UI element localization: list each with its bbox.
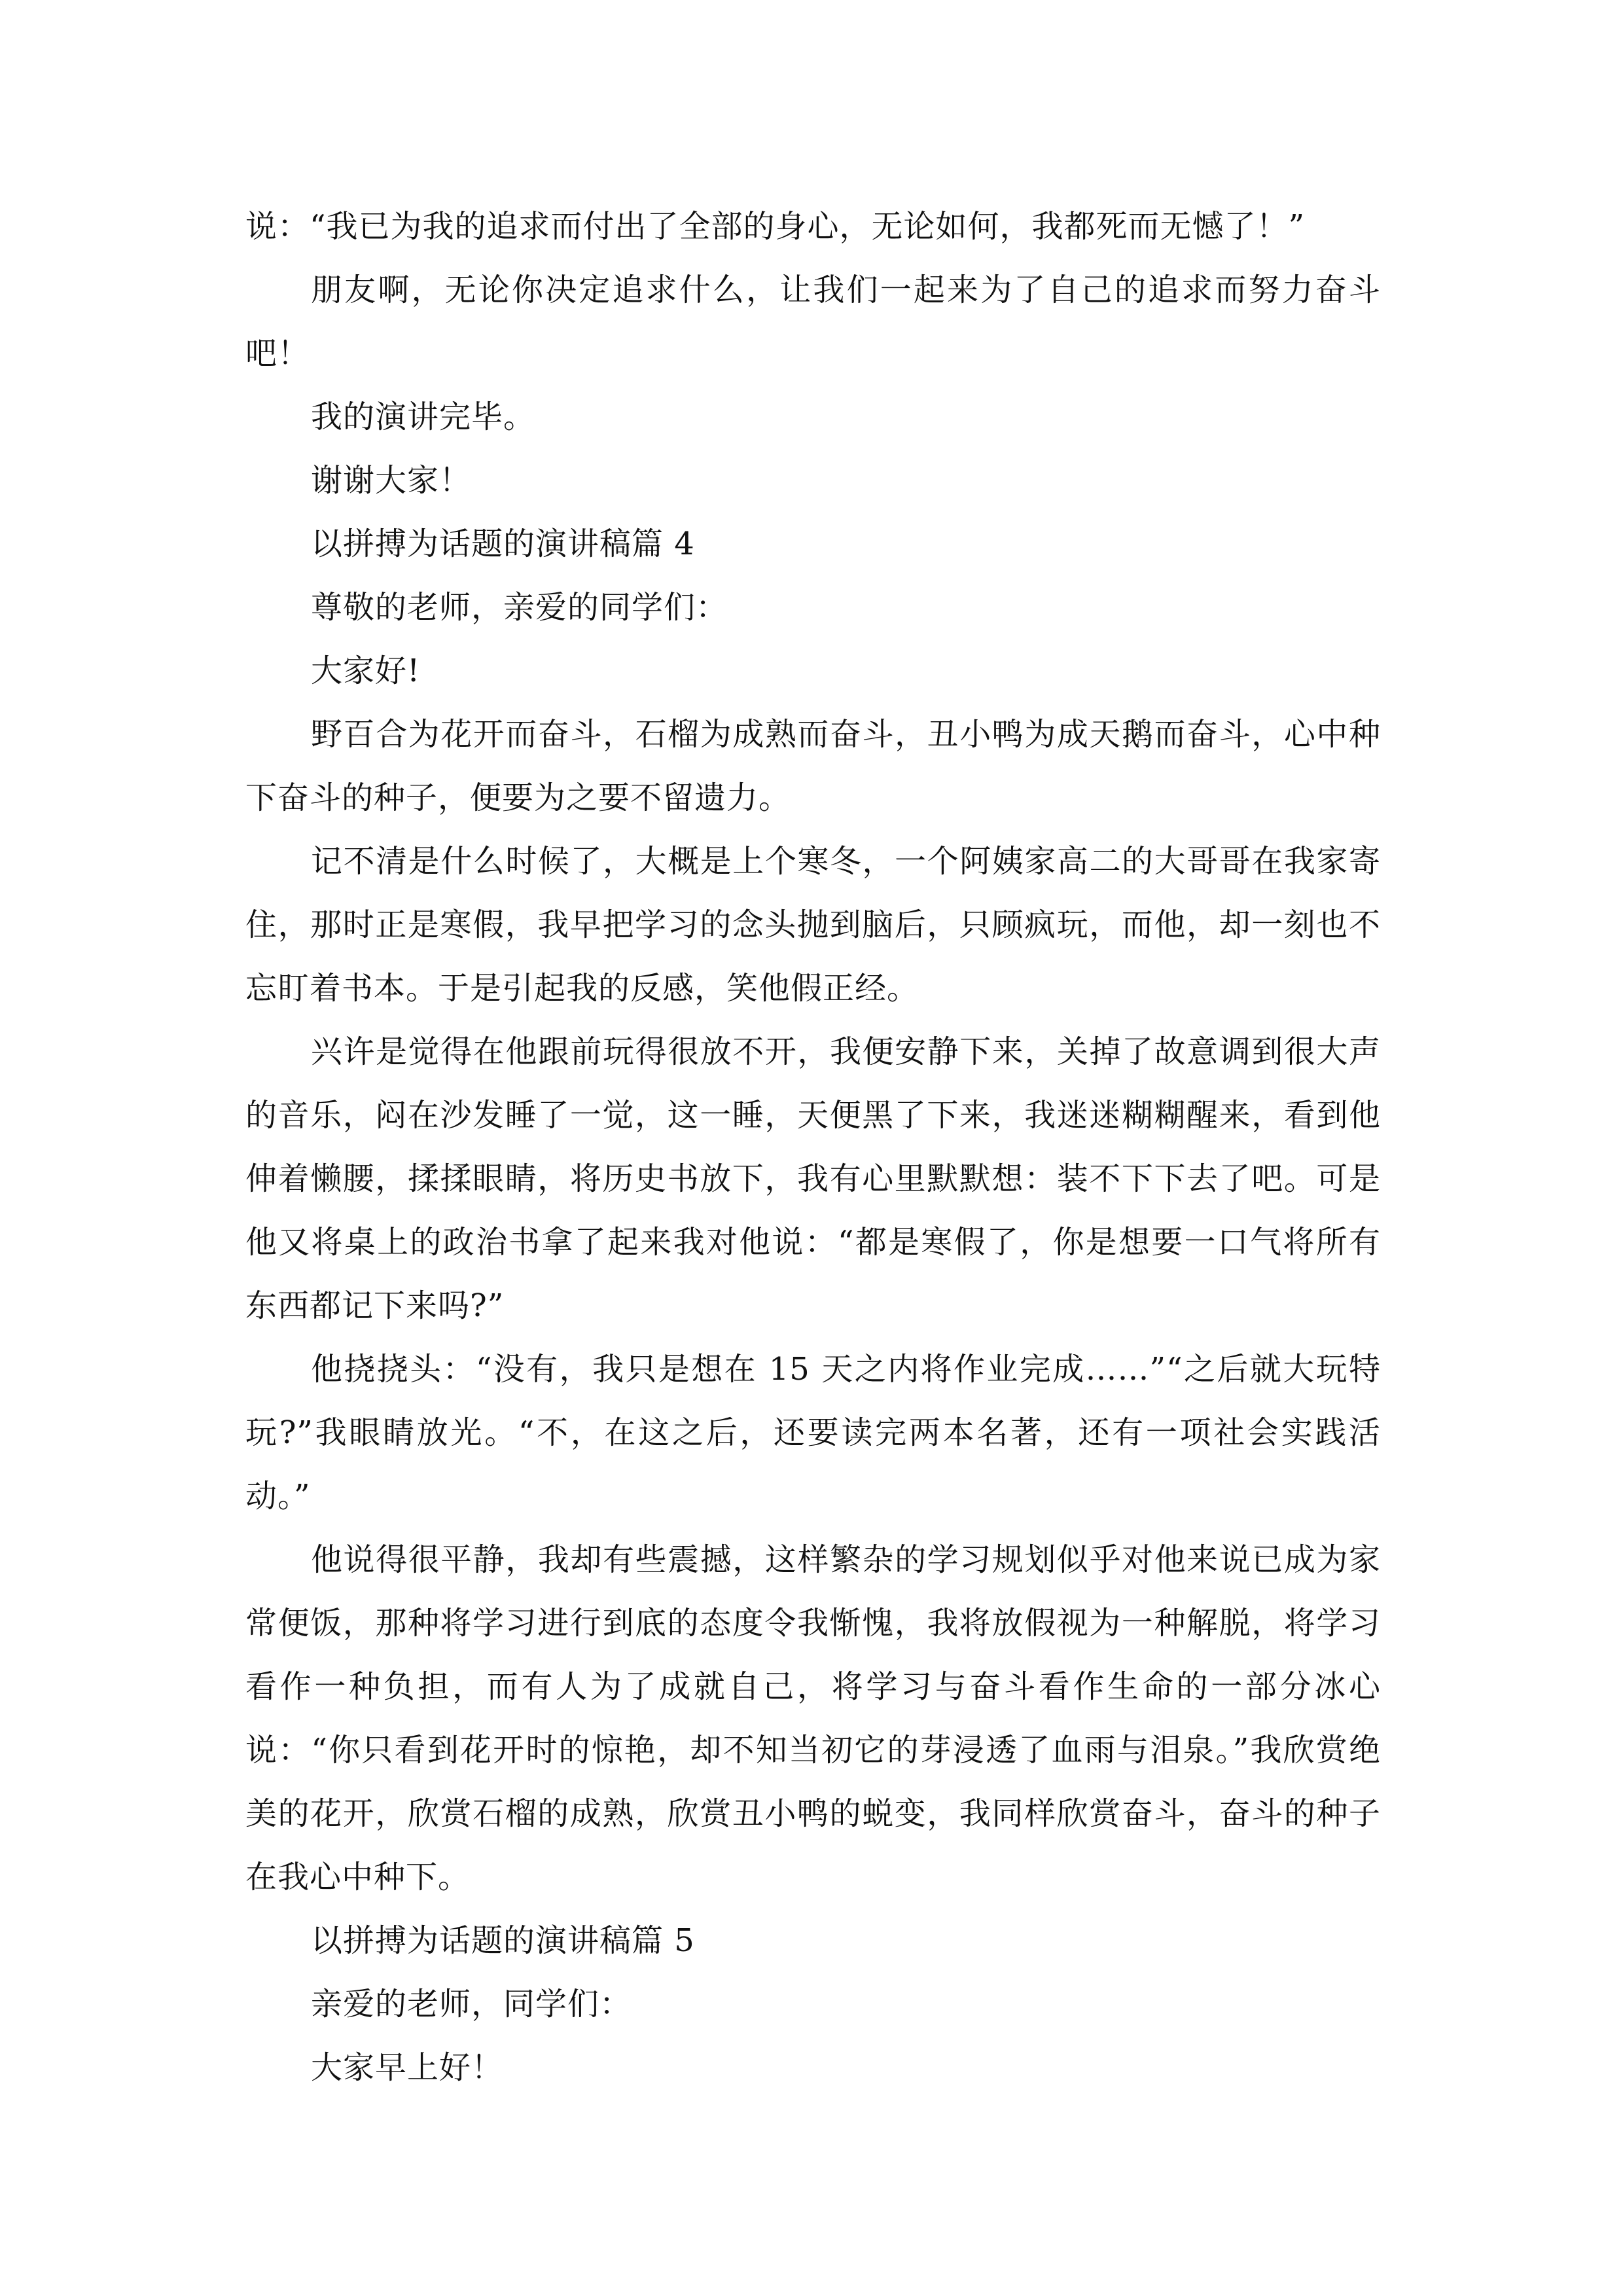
paragraph-winter-memory: 记不清是什么时候了，大概是上个寒冬，一个阿姨家高二的大哥哥在我家寄住，那时正是寒假，我早把学习的念头抛到脑后，只顾疯玩，而他，却一刻也不忘盯着书本。于是引起我的反感，笑他假正经。 <box>245 843 1381 1007</box>
section-heading-4: 以拼搏为话题的演讲稿篇 4 <box>311 526 695 562</box>
salutation-4: 尊敬的老师，亲爱的同学们： <box>311 589 728 626</box>
paragraph-speech-end: 我的演讲完毕。 <box>311 399 536 435</box>
paragraph-dialogue: 他挠挠头：“没有，我只是想在 15 天之内将作业完成……”“之后就大玩特玩?”我眼睛放光。“不，在这之后，还要读完两本名著，还有一项社会实践活动。” <box>245 1351 1381 1515</box>
greeting-5: 大家早上好！ <box>311 2049 504 2086</box>
paragraph-thanks: 谢谢大家！ <box>311 462 472 499</box>
paragraph-quiet-evening: 兴许是觉得在他跟前玩得很放不开，我便安静下来，关掉了故意调到很大声的音乐，闷在沙发睡了一觉，这一睡，天便黑了下来，我迷迷糊糊醒来，看到他伸着懒腰，揉揉眼睛，将历史书放下，我有心里默默想：装不下下去了吧。可是他又将桌上的政治书拿了起来我对他说：“都是寒假了，你是想要一口气将所有东西都记下来吗?” <box>245 1033 1381 1324</box>
salutation-5: 亲爱的老师，同学们： <box>311 1986 632 2022</box>
paragraph-quote-ending: 说：“我已为我的追求而付出了全部的身心，无论如何，我都死而无憾了！” <box>245 208 1306 245</box>
section-heading-5: 以拼搏为话题的演讲稿篇 5 <box>311 1922 695 1959</box>
paragraph-call-to-action: 朋友啊，无论你决定追求什么，让我们一起来为了自己的追求而努力奋斗吧！ <box>245 272 1381 372</box>
greeting-4: 大家好! <box>311 653 421 689</box>
paragraph-lily-pomegranate: 野百合为花开而奋斗，石榴为成熟而奋斗，丑小鸭为成天鹅而奋斗，心中种下奋斗的种子，便要为之要不留遗力。 <box>245 716 1381 816</box>
paragraph-reflection: 他说得很平静，我却有些震撼，这样繁杂的学习规划似乎对他来说已成为家常便饭，那种将学习进行到底的态度令我惭愧，我将放假视为一种解脱，将学习看作一种负担，而有人为了成就自己，将学习与奋斗看作生命的一部分冰心说：“你只看到花开时的惊艳，却不知当初它的芽浸透了血雨与泪泉。”我欣赏绝美的花开，欣赏石榴的成熟，欣赏丑小鸭的蜕变，我同样欣赏奋斗，奋斗的种子在我心中种下。 <box>245 1541 1381 1895</box>
document-body <box>245 195 1381 2100</box>
